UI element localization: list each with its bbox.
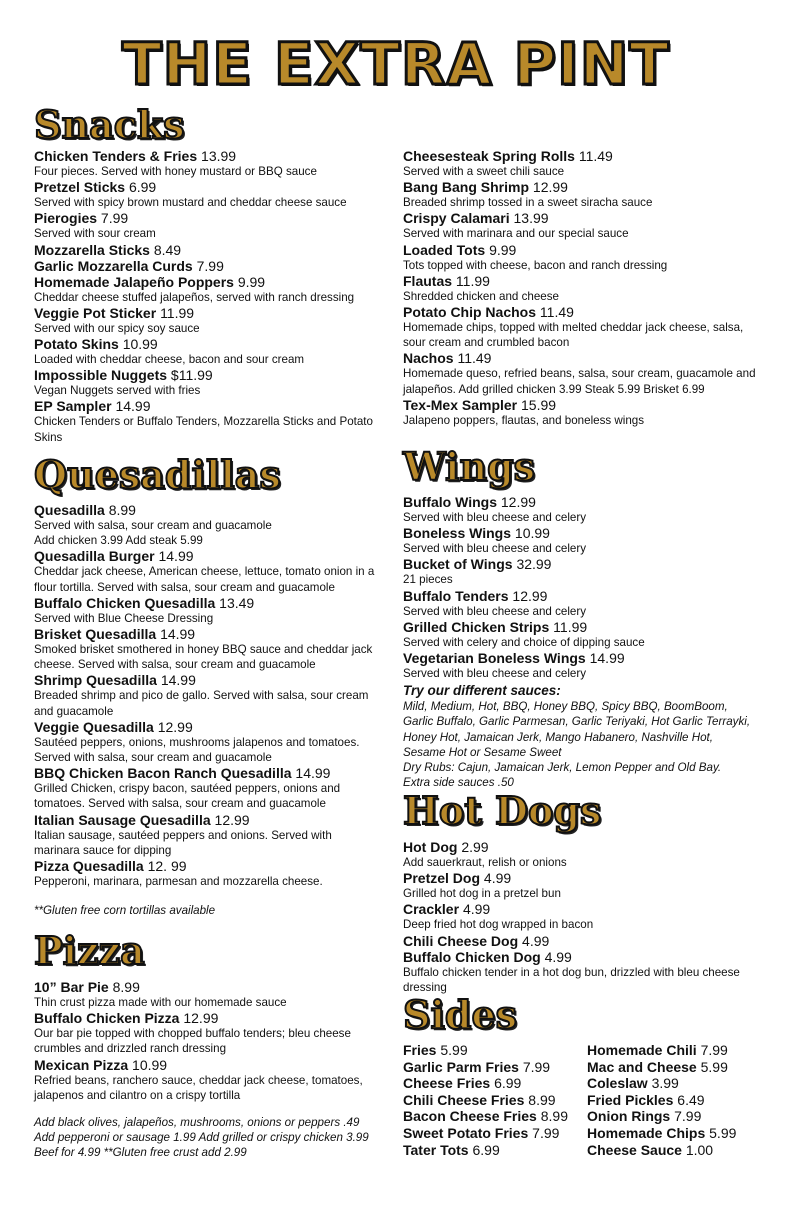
item-price: 11.49 bbox=[457, 350, 492, 367]
item-name: Shrimp Quesadilla bbox=[34, 672, 157, 689]
menu-item bbox=[34, 626, 379, 672]
quesadillas-list bbox=[34, 502, 379, 918]
sides-right-list bbox=[587, 1042, 767, 1158]
item-price: 8.99 bbox=[540, 1108, 568, 1125]
menu-item bbox=[34, 258, 384, 274]
item-name: Grilled Chicken Strips bbox=[403, 618, 550, 635]
item-name: Impossible Nuggets bbox=[34, 367, 168, 384]
quesadillas-note: **Gluten free corn tortillas available bbox=[34, 904, 216, 918]
wings-heading: Wings bbox=[403, 444, 536, 489]
item-name: Potato Chip Nachos bbox=[403, 304, 537, 321]
item-name: EP Sampler bbox=[34, 398, 112, 415]
item-name: Buffalo Chicken Quesadilla bbox=[34, 594, 216, 611]
menu-item bbox=[34, 1010, 379, 1056]
menu-item bbox=[34, 672, 379, 718]
item-price: 6.99 bbox=[128, 179, 157, 196]
item-name: Boneless Wings bbox=[403, 525, 512, 542]
pizza-heading: Pizza bbox=[34, 928, 145, 973]
sides-left-list bbox=[403, 1042, 587, 1158]
menu-item bbox=[34, 548, 379, 594]
item-price: 7.99 bbox=[700, 1042, 728, 1058]
item-desc: Served with marinara and our special sauce bbox=[403, 227, 629, 241]
item-desc: Served with spicy brown mustard and cheddar cheese sauce bbox=[34, 196, 347, 210]
item-desc: Sautéed peppers, onions, mushrooms jalapenos and tomatoes. Served with salsa, sour cream and guacamole bbox=[34, 735, 360, 765]
item-name: Pretzel Dog bbox=[403, 870, 481, 887]
snacks-right-list bbox=[403, 148, 758, 428]
menu-item bbox=[403, 242, 758, 273]
menu-item bbox=[403, 148, 758, 179]
menu-item bbox=[34, 179, 384, 210]
item-desc: Vegan Nuggets served with fries bbox=[34, 384, 201, 398]
item-price: 6.99 bbox=[472, 1141, 500, 1158]
item-price: 14.99 bbox=[115, 398, 151, 415]
item-price: 8.99 bbox=[528, 1091, 556, 1108]
item-name: Crispy Calamari bbox=[403, 210, 510, 227]
item-name: Mozzarella Sticks bbox=[34, 241, 150, 258]
sauces-list: Mild, Medium, Hot, BBQ, Honey BBQ, Spicy BBQ, BoomBoom, Garlic Buffalo, Garlic Parmesan, Garlic Teriyaki, Hot Garlic Terrayki, Honey Hot, Jamaican Jerk, Mango Habanero, Nashville Hot, Sesame Hot or Sesame Sweet bbox=[403, 700, 751, 759]
side-item bbox=[403, 1142, 587, 1159]
item-name: Pizza Quesadilla bbox=[34, 858, 144, 875]
pizza-list bbox=[34, 979, 379, 1161]
item-price: 13.99 bbox=[513, 210, 549, 227]
menu-item bbox=[403, 839, 758, 870]
side-item bbox=[403, 1059, 587, 1076]
item-name: Garlic Parm Fries bbox=[403, 1058, 519, 1075]
menu-item bbox=[34, 336, 384, 367]
item-price: 11.99 bbox=[553, 618, 588, 635]
item-desc: Served with sour cream bbox=[34, 227, 156, 241]
item-price: 10.99 bbox=[132, 1056, 168, 1073]
hotdogs-heading: Hot Dogs bbox=[403, 788, 602, 833]
item-desc: Served with a sweet chili sauce bbox=[403, 165, 565, 178]
item-price: 32.99 bbox=[516, 556, 552, 573]
item-name: Cheese Sauce bbox=[587, 1141, 682, 1158]
side-item bbox=[587, 1075, 767, 1092]
item-price: 6.99 bbox=[494, 1075, 522, 1092]
extra-sauces: Extra side sauces .50 bbox=[403, 776, 514, 790]
item-price: 9.99 bbox=[237, 273, 266, 290]
menu-item bbox=[403, 273, 758, 304]
item-price: 7.99 bbox=[522, 1058, 551, 1075]
item-name: Quesadilla Burger bbox=[34, 548, 155, 565]
item-price: 14.99 bbox=[158, 548, 194, 565]
item-name: Pretzel Sticks bbox=[34, 179, 126, 196]
item-price: $11.99 bbox=[170, 367, 213, 384]
item-desc: Grilled hot dog in a pretzel bun bbox=[403, 887, 561, 901]
menu-item bbox=[403, 494, 758, 525]
item-price: 12. 99 bbox=[147, 858, 187, 875]
item-price: 14.99 bbox=[589, 650, 625, 667]
menu-item bbox=[34, 210, 384, 241]
menu-item bbox=[403, 870, 758, 901]
item-price: 4.99 bbox=[462, 901, 491, 918]
item-name: Fries bbox=[403, 1042, 437, 1058]
item-price: 12.99 bbox=[214, 811, 250, 828]
item-desc: Homemade chips, topped with melted cheddar jack cheese, salsa, sour cream and crumbled bacon bbox=[403, 321, 744, 350]
item-name: Italian Sausage Quesadilla bbox=[34, 811, 211, 828]
item-desc: Cheddar jack cheese, American cheese, lettuce, tomato onion in a flour tortilla. Served with salsa, sour cream and guacamole bbox=[34, 565, 375, 594]
menu-item bbox=[34, 148, 384, 179]
menu-item bbox=[34, 305, 384, 336]
menu-item bbox=[34, 502, 379, 548]
item-name: Crackler bbox=[403, 901, 460, 918]
item-price: 4.99 bbox=[522, 932, 550, 949]
item-name: Chicken Tenders & Fries bbox=[34, 148, 198, 164]
item-price: 14.99 bbox=[295, 765, 331, 782]
menu-item bbox=[403, 397, 758, 428]
item-price: 8.99 bbox=[112, 979, 140, 995]
menu-title bbox=[0, 30, 792, 98]
item-price: 12.99 bbox=[183, 1010, 219, 1027]
menu-item bbox=[403, 933, 758, 949]
wings-list bbox=[403, 494, 758, 790]
item-name: Buffalo Chicken Pizza bbox=[34, 1010, 180, 1027]
item-name: 10” Bar Pie bbox=[34, 979, 109, 995]
item-price: 13.49 bbox=[219, 594, 255, 611]
item-price: 5.99 bbox=[700, 1058, 728, 1075]
menu-item bbox=[403, 350, 758, 396]
item-name: Quesadilla bbox=[34, 502, 105, 518]
item-price: 8.99 bbox=[108, 502, 136, 518]
item-desc: Our bar pie topped with chopped buffalo tenders; bleu cheese crumbles and drizzled ranch dressing bbox=[34, 1027, 351, 1056]
item-name: Homemade Chips bbox=[587, 1124, 706, 1141]
item-price: 12.99 bbox=[532, 179, 568, 196]
pizza-note: Add black olives, jalapeños, mushrooms, onions or peppers .49 Add pepperoni or sausage 1.99 Add grilled or crispy chicken 3.99 Beef for 4.99 **Gluten free crust add 2.99 bbox=[34, 1116, 369, 1160]
item-price: 12.99 bbox=[157, 718, 193, 735]
item-desc: Shredded chicken and cheese bbox=[403, 289, 559, 303]
sides-list bbox=[403, 1042, 773, 1158]
quesadillas-heading: Quesadillas bbox=[34, 452, 281, 497]
menu-item bbox=[403, 556, 758, 587]
item-name: Cheesesteak Spring Rolls bbox=[403, 148, 575, 164]
side-item bbox=[403, 1092, 587, 1109]
menu-item bbox=[403, 619, 758, 650]
item-name: BBQ Chicken Bacon Ranch Quesadilla bbox=[34, 765, 292, 782]
menu-item bbox=[34, 242, 384, 258]
item-name: Chili Cheese Fries bbox=[403, 1091, 525, 1108]
item-desc: Served with our spicy soy sauce bbox=[34, 321, 200, 335]
menu-item bbox=[34, 858, 379, 889]
item-price: 14.99 bbox=[160, 672, 196, 689]
item-price: 1.00 bbox=[685, 1141, 714, 1158]
item-price: 9.99 bbox=[489, 241, 517, 258]
item-price: 12.99 bbox=[512, 587, 548, 604]
item-price: 4.99 bbox=[544, 948, 572, 965]
item-name: Mexican Pizza bbox=[34, 1056, 129, 1073]
item-name: Onion Rings bbox=[587, 1108, 671, 1125]
side-item bbox=[587, 1125, 767, 1142]
menu-item bbox=[34, 719, 379, 765]
menu-item bbox=[34, 595, 379, 626]
sides-heading: Sides bbox=[403, 992, 518, 1037]
item-price: 11.49 bbox=[539, 304, 574, 321]
item-price: 11.99 bbox=[160, 304, 195, 321]
menu-item bbox=[403, 210, 758, 241]
item-desc: Jalapeno poppers, flautas, and boneless wings bbox=[403, 413, 645, 427]
item-desc: Loaded with cheddar cheese, bacon and sour cream bbox=[34, 353, 305, 367]
item-name: Chili Cheese Dog bbox=[403, 932, 519, 949]
item-price: 11.49 bbox=[578, 148, 613, 164]
item-desc: Deep fried hot dog wrapped in bacon bbox=[403, 918, 594, 932]
item-name: Pierogies bbox=[34, 210, 98, 227]
menu-item bbox=[403, 304, 758, 350]
item-price: 7.99 bbox=[196, 257, 224, 274]
item-desc: Served with celery and choice of dipping sauce bbox=[403, 635, 645, 649]
item-desc: Buffalo chicken tender in a hot dog bun, drizzled with bleu cheese dressing bbox=[403, 965, 740, 994]
item-name: Tex-Mex Sampler bbox=[403, 396, 518, 413]
item-price: 6.49 bbox=[677, 1091, 705, 1108]
item-desc: Breaded shrimp and pico de gallo. Served with salsa, sour cream and guacamole bbox=[34, 689, 369, 718]
side-item bbox=[403, 1075, 587, 1092]
menu-title-text: THE EXTRA PINT bbox=[122, 30, 670, 98]
side-item bbox=[587, 1042, 767, 1059]
item-price: 13.99 bbox=[201, 148, 237, 164]
item-name: Veggie Quesadilla bbox=[34, 718, 154, 735]
side-item bbox=[587, 1059, 767, 1076]
item-desc: Served with bleu cheese and celery bbox=[403, 511, 587, 524]
menu-item bbox=[34, 979, 379, 1010]
menu-item bbox=[403, 901, 758, 932]
item-desc: Grilled Chicken, crispy bacon, sautéed peppers, onions and tomatoes. Served with salsa, sour cream and guacamole bbox=[34, 782, 341, 811]
side-item bbox=[403, 1125, 587, 1142]
item-price: 10.99 bbox=[122, 336, 158, 353]
item-desc: Served with bleu cheese and celery bbox=[403, 667, 587, 681]
item-price: 10.99 bbox=[514, 525, 550, 542]
item-price: 7.99 bbox=[532, 1124, 560, 1141]
item-name: Bang Bang Shrimp bbox=[403, 179, 530, 196]
item-name: Potato Skins bbox=[34, 336, 119, 353]
item-name: Nachos bbox=[403, 350, 454, 367]
menu-item bbox=[403, 949, 758, 995]
menu-item bbox=[34, 812, 379, 858]
item-name: Buffalo Wings bbox=[403, 494, 497, 510]
item-name: Veggie Pot Sticker bbox=[34, 304, 157, 321]
item-desc: 21 pieces bbox=[403, 573, 453, 587]
item-name: Tater Tots bbox=[403, 1141, 469, 1158]
item-desc: Breaded shrimp tossed in a sweet siracha sauce bbox=[403, 196, 653, 210]
item-price: 12.99 bbox=[500, 494, 536, 510]
item-desc: Refried beans, ranchero sauce, cheddar jack cheese, tomatoes, jalapenos and cilantro on a crispy tortilla bbox=[34, 1073, 363, 1102]
item-name: Garlic Mozzarella Curds bbox=[34, 257, 193, 274]
item-price: 4.99 bbox=[483, 870, 512, 887]
item-price: 14.99 bbox=[160, 626, 196, 643]
snacks-left-list bbox=[34, 148, 384, 445]
item-name: Cheese Fries bbox=[403, 1075, 491, 1092]
item-name: Loaded Tots bbox=[403, 241, 486, 258]
side-item bbox=[403, 1108, 587, 1125]
side-item bbox=[587, 1108, 767, 1125]
item-desc: Served with Blue Cheese Dressing bbox=[34, 611, 214, 625]
item-name: Mac and Cheese bbox=[587, 1058, 697, 1075]
item-desc: Served with salsa, sour cream and guacamole Add chicken 3.99 Add steak 5.99 bbox=[34, 519, 272, 548]
item-desc: Served with bleu cheese and celery bbox=[403, 542, 587, 556]
item-desc: Cheddar cheese stuffed jalapeños, served with ranch dressing bbox=[34, 290, 355, 304]
item-name: Vegetarian Boneless Wings bbox=[403, 650, 586, 667]
item-desc: Pepperoni, marinara, parmesan and mozzarella cheese. bbox=[34, 875, 323, 889]
item-desc: Add sauerkraut, relish or onions bbox=[403, 856, 567, 869]
item-name: Homemade Jalapeño Poppers bbox=[34, 273, 234, 290]
sauces-heading: Try our different sauces: bbox=[403, 683, 561, 699]
hotdogs-list bbox=[403, 839, 758, 995]
item-desc: Tots topped with cheese, bacon and ranch dressing bbox=[403, 258, 668, 272]
item-desc: Chicken Tenders or Buffalo Tenders, Mozzarella Sticks and Potato Skins bbox=[34, 415, 373, 444]
item-price: 7.99 bbox=[100, 210, 129, 227]
snacks-heading: Snacks bbox=[34, 102, 185, 147]
item-name: Bucket of Wings bbox=[403, 556, 513, 573]
menu-item bbox=[34, 765, 379, 811]
item-price: 2.99 bbox=[461, 839, 489, 855]
item-desc: Served with bleu cheese and celery bbox=[403, 604, 587, 618]
side-item bbox=[587, 1092, 767, 1109]
menu-item bbox=[34, 398, 384, 444]
item-price: 3.99 bbox=[651, 1075, 679, 1092]
menu-item bbox=[34, 367, 384, 398]
item-price: 15.99 bbox=[521, 396, 557, 413]
item-desc: Italian sausage, sautéed peppers and onions. Served with marinara sauce for dipping bbox=[34, 828, 332, 857]
item-name: Fried Pickles bbox=[587, 1091, 674, 1108]
item-name: Hot Dog bbox=[403, 839, 458, 855]
item-name: Buffalo Chicken Dog bbox=[403, 948, 541, 965]
item-price: 5.99 bbox=[440, 1042, 468, 1058]
item-price: 11.99 bbox=[455, 272, 490, 289]
menu-item bbox=[403, 650, 758, 681]
item-name: Sweet Potato Fries bbox=[403, 1124, 529, 1141]
menu-item bbox=[403, 179, 758, 210]
item-price: 5.99 bbox=[709, 1124, 737, 1141]
item-name: Flautas bbox=[403, 272, 453, 289]
item-desc: Thin crust pizza made with our homemade sauce bbox=[34, 996, 287, 1009]
item-desc: Four pieces. Served with honey mustard or BBQ sauce bbox=[34, 165, 317, 178]
item-name: Bacon Cheese Fries bbox=[403, 1108, 537, 1125]
dry-rubs: Dry Rubs: Cajun, Jamaican Jerk, Lemon Pepper and Old Bay. bbox=[403, 761, 722, 775]
item-name: Homemade Chili bbox=[587, 1042, 697, 1058]
menu-item bbox=[34, 1057, 379, 1103]
item-name: Buffalo Tenders bbox=[403, 587, 509, 604]
item-desc: Homemade queso, refried beans, salsa, sour cream, guacamole and jalapeños. Add grilled chicken 3.99 Steak 5.99 Brisket 6.99 bbox=[403, 367, 756, 396]
item-desc: Smoked brisket smothered in honey BBQ sauce and cheddar jack cheese. Served with salsa, sour cream and guacamole bbox=[34, 643, 373, 672]
menu-item bbox=[34, 274, 384, 305]
item-name: Coleslaw bbox=[587, 1075, 648, 1092]
menu-item bbox=[403, 525, 758, 556]
item-price: 7.99 bbox=[674, 1108, 702, 1125]
menu-item bbox=[403, 588, 758, 619]
item-name: Brisket Quesadilla bbox=[34, 626, 157, 643]
side-item bbox=[403, 1042, 587, 1059]
item-price: 8.49 bbox=[153, 241, 182, 258]
side-item bbox=[587, 1142, 767, 1159]
